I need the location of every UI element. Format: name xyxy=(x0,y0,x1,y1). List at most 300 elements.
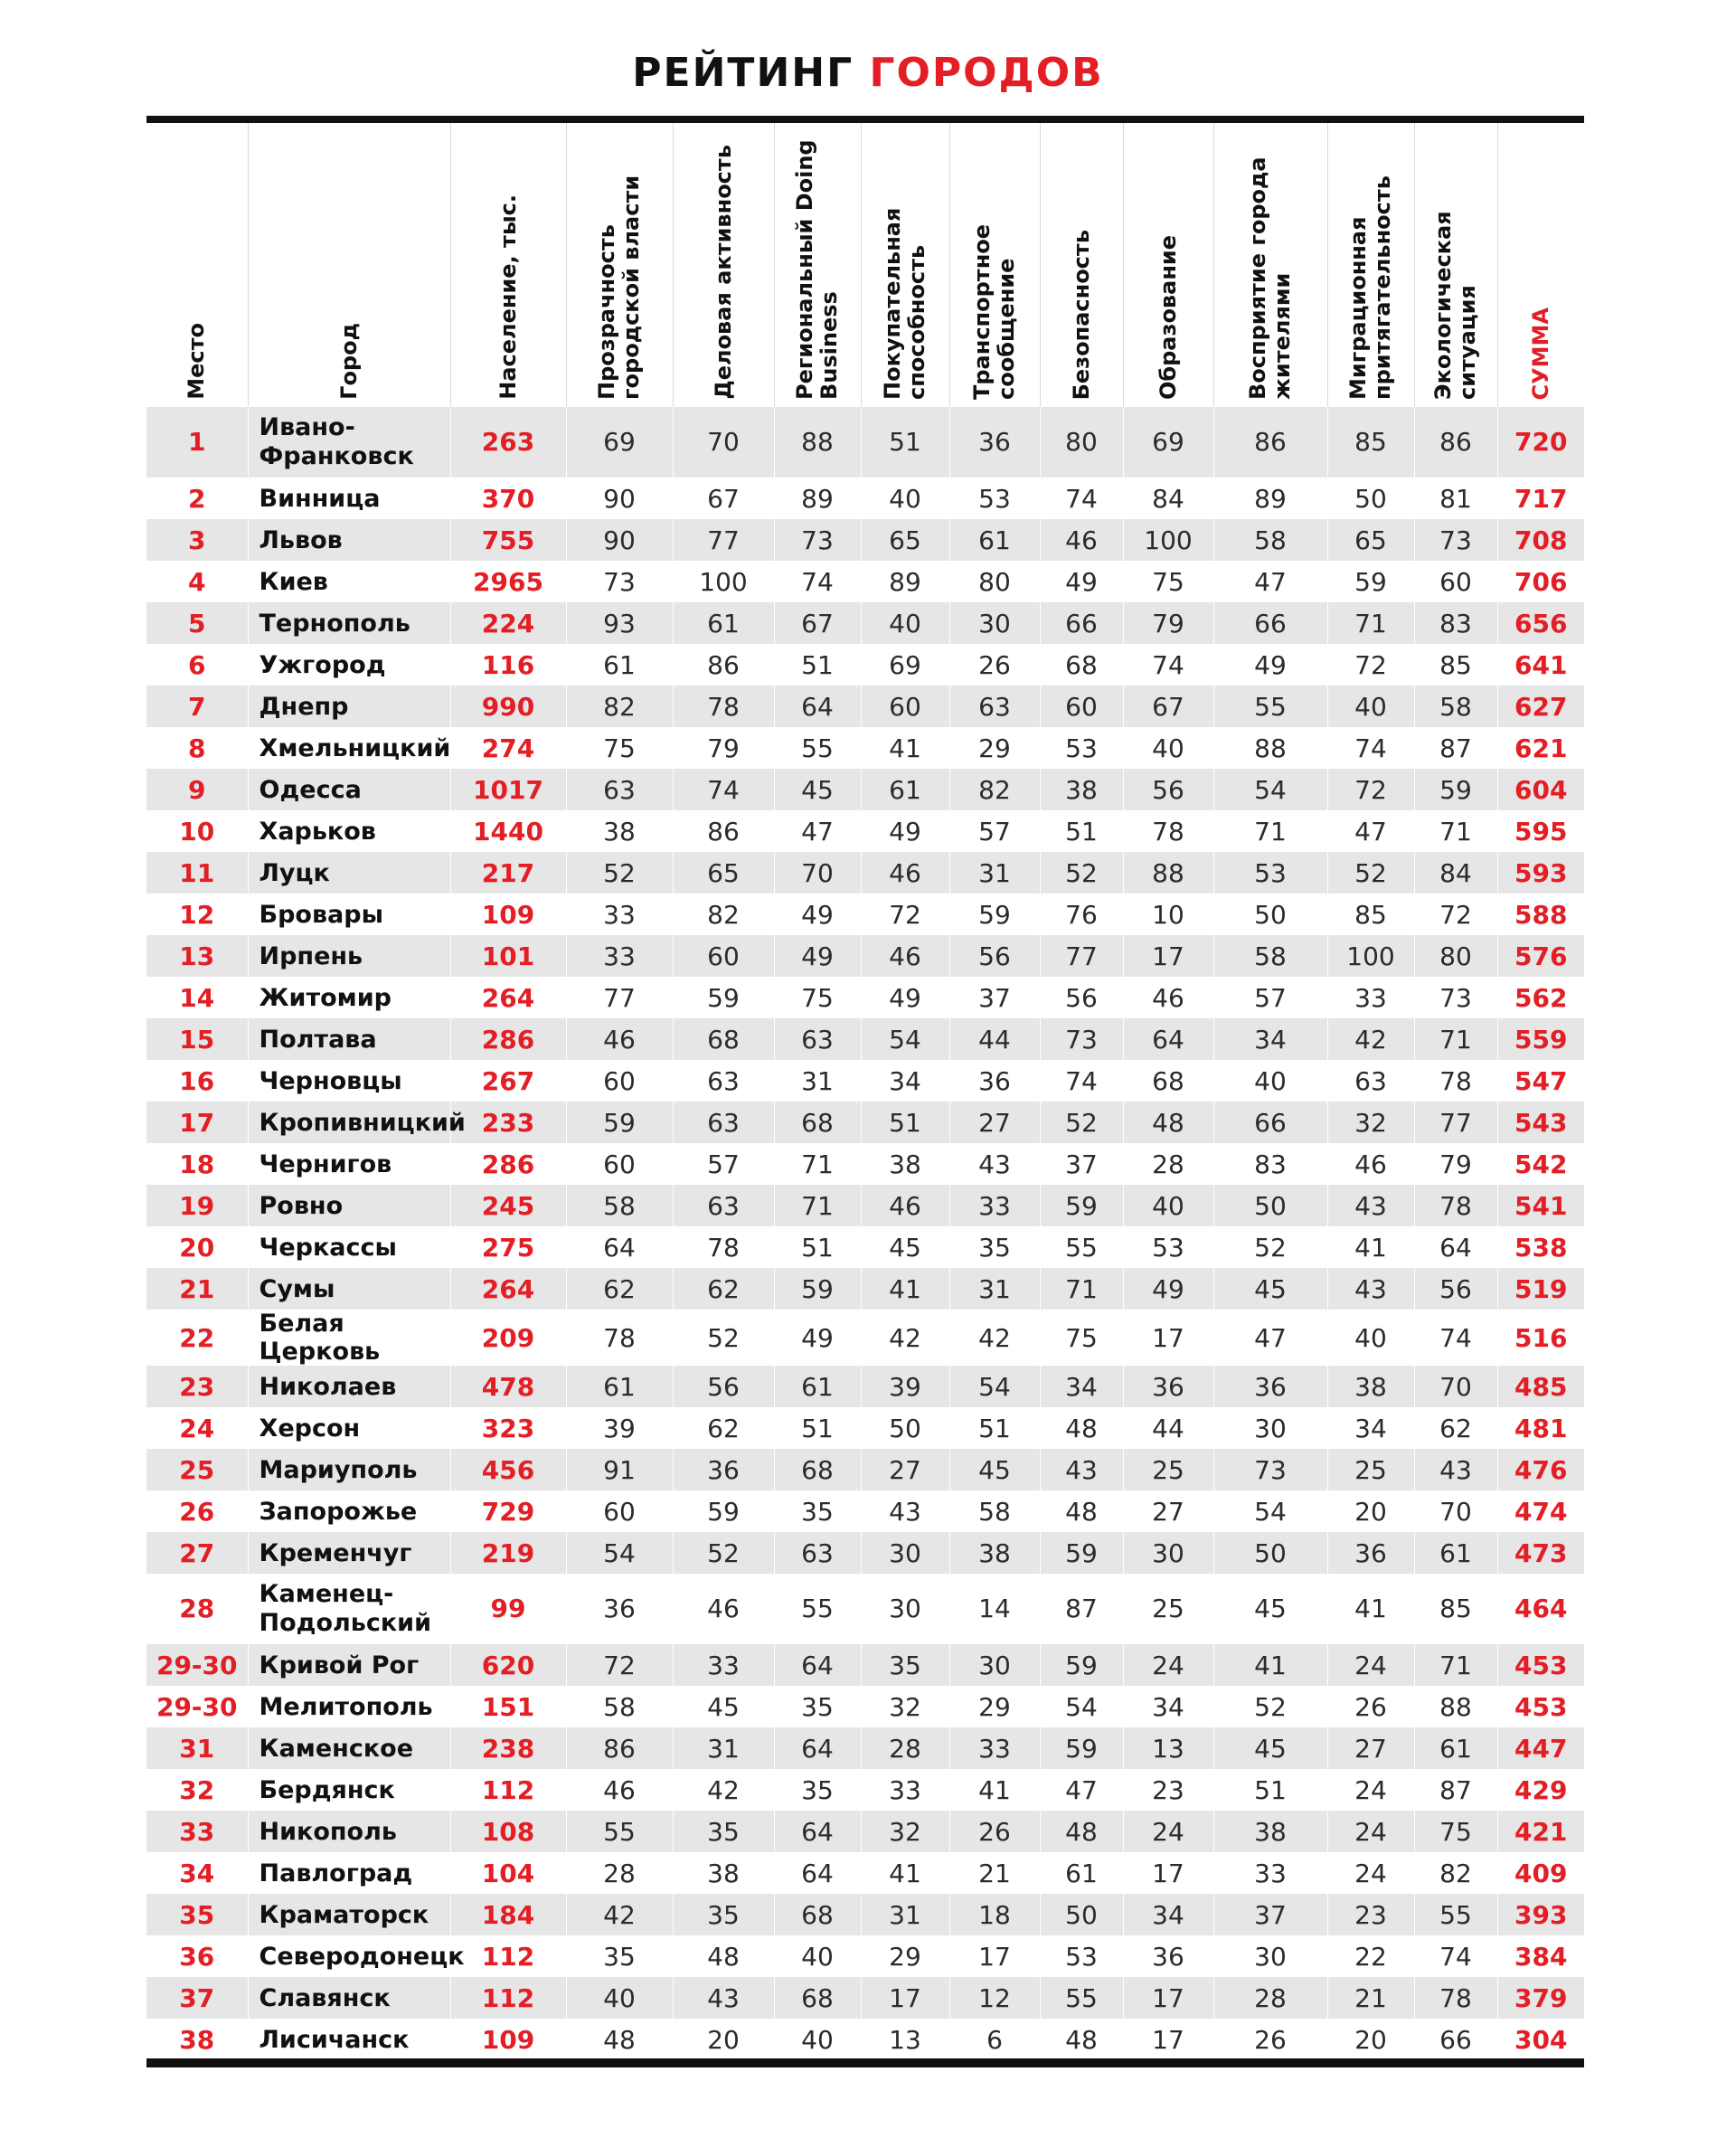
score-cell: 43 xyxy=(1414,1449,1497,1490)
place-cell: 37 xyxy=(146,1977,248,2019)
city-cell: Лисичанск xyxy=(248,2019,450,2060)
score-cell: 73 xyxy=(1414,977,1497,1018)
score-cell: 65 xyxy=(673,852,774,894)
population-cell: 275 xyxy=(450,1226,566,1268)
score-cell: 38 xyxy=(673,1852,774,1894)
table-row xyxy=(146,1060,1584,1102)
score-cell: 91 xyxy=(566,1449,673,1490)
place-cell: 27 xyxy=(146,1532,248,1574)
score-cell: 29 xyxy=(949,727,1040,769)
score-cell: 49 xyxy=(1123,1268,1213,1310)
score-cell: 51 xyxy=(774,1407,861,1449)
sum-cell: 717 xyxy=(1514,483,1568,514)
city-cell: Бровары xyxy=(248,894,450,935)
place-cell: 14 xyxy=(146,977,248,1018)
city-cell: Краматорск xyxy=(248,1894,450,1935)
score-cell: 27 xyxy=(949,1102,1040,1143)
table-row xyxy=(146,1407,1584,1449)
score-cell: 27 xyxy=(861,1449,949,1490)
score-cell: 20 xyxy=(1327,2019,1414,2060)
city-cell: Ровно xyxy=(248,1185,450,1226)
score-cell: 61 xyxy=(566,1366,673,1407)
score-cell: 52 xyxy=(673,1532,774,1574)
score-cell: 32 xyxy=(1327,1102,1414,1143)
score-cell: 41 xyxy=(1327,1226,1414,1268)
column-header-label: Город xyxy=(335,323,362,400)
score-cell: 64 xyxy=(1123,1018,1213,1060)
score-cell: 60 xyxy=(566,1143,673,1185)
column-header xyxy=(146,123,248,407)
score-cell: 58 xyxy=(566,1185,673,1226)
city-cell: Чернигов xyxy=(248,1143,450,1185)
score-cell: 74 xyxy=(1414,1310,1497,1366)
score-cell: 41 xyxy=(861,1852,949,1894)
score-cell: 73 xyxy=(1213,1449,1327,1490)
score-cell: 100 xyxy=(673,561,774,602)
score-cell: 33 xyxy=(1327,977,1414,1018)
score-cell: 86 xyxy=(673,810,774,852)
population-cell: 263 xyxy=(450,407,566,478)
population-cell: 238 xyxy=(450,1727,566,1769)
score-cell: 20 xyxy=(1327,1490,1414,1532)
score-cell: 31 xyxy=(949,1268,1040,1310)
sum-cell: 473 xyxy=(1497,1532,1584,1574)
score-cell: 48 xyxy=(566,2019,673,2060)
table-row xyxy=(146,935,1584,977)
sum-cell: 538 xyxy=(1514,1232,1568,1263)
score-cell: 70 xyxy=(673,407,774,478)
population-cell: 109 xyxy=(450,2019,566,2060)
score-cell: 58 xyxy=(1213,519,1327,561)
population-cell: 219 xyxy=(450,1532,566,1574)
sum-cell: 593 xyxy=(1497,852,1584,894)
table-row xyxy=(146,1574,1584,1644)
score-cell: 71 xyxy=(1040,1268,1123,1310)
score-cell: 81 xyxy=(1414,478,1497,519)
score-cell: 65 xyxy=(861,519,949,561)
sum-cell: 627 xyxy=(1497,686,1584,727)
place-cell: 33 xyxy=(146,1811,248,1852)
score-cell: 24 xyxy=(1123,1644,1213,1686)
score-cell: 60 xyxy=(1040,686,1123,727)
city-cell: Запорожье xyxy=(248,1490,450,1532)
score-cell: 40 xyxy=(566,1977,673,2019)
score-cell: 12 xyxy=(949,1977,1040,2019)
score-cell: 40 xyxy=(1327,1310,1414,1366)
score-cell: 45 xyxy=(1213,1574,1327,1644)
sum-cell: 543 xyxy=(1497,1102,1584,1143)
score-cell: 52 xyxy=(673,1310,774,1366)
score-cell: 50 xyxy=(1327,478,1414,519)
score-cell: 34 xyxy=(1040,1366,1123,1407)
column-header-label: Транспортное сообщение xyxy=(969,223,1019,400)
population-cell: 274 xyxy=(450,727,566,769)
city-cell: Житомир xyxy=(248,977,450,1018)
header-row xyxy=(146,123,1584,407)
score-cell: 55 xyxy=(1040,1226,1123,1268)
score-cell: 89 xyxy=(1213,478,1327,519)
score-cell: 75 xyxy=(1123,561,1213,602)
score-cell: 90 xyxy=(566,519,673,561)
score-cell: 68 xyxy=(1040,644,1123,686)
place-cell: 20 xyxy=(146,1226,248,1268)
score-cell: 71 xyxy=(774,1143,861,1185)
place-cell: 9 xyxy=(146,769,248,810)
score-cell: 25 xyxy=(1123,1449,1213,1490)
place-cell: 18 xyxy=(146,1143,248,1185)
score-cell: 79 xyxy=(1123,602,1213,644)
score-cell: 64 xyxy=(1414,1226,1497,1268)
city-cell: Львов xyxy=(248,519,450,561)
score-cell: 68 xyxy=(673,1018,774,1060)
rating-table xyxy=(146,123,1584,2060)
score-cell: 27 xyxy=(1123,1490,1213,1532)
score-cell: 50 xyxy=(1213,894,1327,935)
score-cell: 18 xyxy=(949,1894,1040,1935)
population-cell: 286 xyxy=(450,1143,566,1185)
column-header xyxy=(673,123,774,407)
score-cell: 47 xyxy=(1213,561,1327,602)
score-cell: 62 xyxy=(1414,1407,1497,1449)
table-row xyxy=(146,1268,1584,1310)
city-cell: Кропивницкий xyxy=(248,1102,450,1143)
sum-cell: 519 xyxy=(1497,1268,1584,1310)
score-cell: 45 xyxy=(774,769,861,810)
score-cell: 48 xyxy=(673,1935,774,1977)
score-cell: 63 xyxy=(673,1060,774,1102)
score-cell: 69 xyxy=(861,644,949,686)
score-cell: 73 xyxy=(566,561,673,602)
score-cell: 87 xyxy=(1414,1769,1497,1811)
city-cell: Тернополь xyxy=(248,602,450,644)
sum-cell: 464 xyxy=(1514,1594,1568,1623)
score-cell: 74 xyxy=(1040,478,1123,519)
score-cell: 30 xyxy=(1213,1407,1327,1449)
city-cell: Ирпень xyxy=(248,935,450,977)
sum-cell: 641 xyxy=(1514,649,1568,680)
score-cell: 68 xyxy=(774,1977,861,2019)
score-cell: 39 xyxy=(861,1366,949,1407)
score-cell: 61 xyxy=(1414,1532,1497,1574)
column-header xyxy=(1123,123,1213,407)
score-cell: 35 xyxy=(774,1769,861,1811)
score-cell: 28 xyxy=(861,1727,949,1769)
score-cell: 84 xyxy=(1123,478,1213,519)
score-cell: 41 xyxy=(1327,1574,1414,1644)
score-cell: 77 xyxy=(1040,935,1123,977)
column-header xyxy=(248,123,450,407)
score-cell: 42 xyxy=(1327,1018,1414,1060)
table-row xyxy=(146,1143,1584,1185)
score-cell: 74 xyxy=(1123,644,1213,686)
score-cell: 35 xyxy=(949,1226,1040,1268)
score-cell: 51 xyxy=(861,1102,949,1143)
population-cell: 112 xyxy=(450,1769,566,1811)
score-cell: 61 xyxy=(566,644,673,686)
table-row xyxy=(146,1185,1584,1226)
city-cell: Ужгород xyxy=(248,644,450,686)
score-cell: 17 xyxy=(861,1977,949,2019)
score-cell: 54 xyxy=(949,1366,1040,1407)
score-cell: 60 xyxy=(861,686,949,727)
score-cell: 100 xyxy=(1327,935,1414,977)
score-cell: 67 xyxy=(673,478,774,519)
score-cell: 74 xyxy=(1327,727,1414,769)
score-cell: 87 xyxy=(1414,727,1497,769)
score-cell: 64 xyxy=(774,1852,861,1894)
score-cell: 40 xyxy=(1327,686,1414,727)
score-cell: 17 xyxy=(1123,1977,1213,2019)
population-cell: 112 xyxy=(450,1977,566,2019)
score-cell: 55 xyxy=(774,727,861,769)
place-cell: 32 xyxy=(146,1769,248,1811)
score-cell: 30 xyxy=(1213,1935,1327,1977)
score-cell: 49 xyxy=(861,810,949,852)
score-cell: 61 xyxy=(673,602,774,644)
score-cell: 63 xyxy=(566,769,673,810)
place-cell: 25 xyxy=(146,1449,248,1490)
score-cell: 50 xyxy=(1040,1894,1123,1935)
score-cell: 26 xyxy=(949,644,1040,686)
score-cell: 38 xyxy=(1213,1811,1327,1852)
sum-cell: 604 xyxy=(1497,769,1584,810)
score-cell: 34 xyxy=(1327,1407,1414,1449)
score-cell: 57 xyxy=(1213,977,1327,1018)
population-cell: 233 xyxy=(450,1102,566,1143)
score-cell: 52 xyxy=(1213,1226,1327,1268)
score-cell: 69 xyxy=(566,407,673,478)
sum-cell: 474 xyxy=(1514,1496,1568,1527)
table-row xyxy=(146,478,1584,519)
city-cell: Черкассы xyxy=(248,1226,450,1268)
sum-cell: 384 xyxy=(1514,1941,1568,1972)
score-cell: 60 xyxy=(566,1490,673,1532)
table-row xyxy=(146,1490,1584,1532)
score-cell: 52 xyxy=(1040,1102,1123,1143)
population-cell: 99 xyxy=(450,1574,566,1644)
score-cell: 46 xyxy=(861,935,949,977)
score-cell: 67 xyxy=(774,602,861,644)
score-cell: 71 xyxy=(1414,810,1497,852)
score-cell: 26 xyxy=(1213,2019,1327,2060)
table-row xyxy=(146,407,1584,478)
score-cell: 56 xyxy=(673,1366,774,1407)
score-cell: 68 xyxy=(774,1894,861,1935)
population-cell: 2965 xyxy=(450,561,566,602)
score-cell: 45 xyxy=(1213,1268,1327,1310)
score-cell: 45 xyxy=(861,1226,949,1268)
score-cell: 80 xyxy=(1040,407,1123,478)
score-cell: 40 xyxy=(861,478,949,519)
score-cell: 59 xyxy=(673,977,774,1018)
column-header-label: СУММА xyxy=(1527,307,1553,400)
population-cell: 370 xyxy=(450,478,566,519)
score-cell: 74 xyxy=(1040,1060,1123,1102)
score-cell: 58 xyxy=(566,1686,673,1727)
score-cell: 37 xyxy=(1213,1894,1327,1935)
table-row xyxy=(146,1018,1584,1060)
score-cell: 43 xyxy=(1327,1268,1414,1310)
table-row xyxy=(146,2019,1584,2060)
table-row xyxy=(146,1644,1584,1686)
score-cell: 55 xyxy=(1414,1894,1497,1935)
score-cell: 24 xyxy=(1327,1769,1414,1811)
city-cell: Сумы xyxy=(248,1268,450,1310)
score-cell: 59 xyxy=(949,894,1040,935)
score-cell: 73 xyxy=(1414,519,1497,561)
score-cell: 43 xyxy=(949,1143,1040,1185)
score-cell: 79 xyxy=(1414,1143,1497,1185)
score-cell: 84 xyxy=(1414,852,1497,894)
score-cell: 41 xyxy=(1213,1644,1327,1686)
score-cell: 54 xyxy=(566,1532,673,1574)
score-cell: 40 xyxy=(861,602,949,644)
sum-cell: 453 xyxy=(1497,1644,1584,1686)
table-row xyxy=(146,727,1584,769)
table-row xyxy=(146,1366,1584,1407)
column-header xyxy=(1497,123,1584,407)
score-cell: 21 xyxy=(1327,1977,1414,2019)
score-cell: 67 xyxy=(1123,686,1213,727)
place-cell: 29-30 xyxy=(146,1686,248,1727)
place-cell: 13 xyxy=(146,935,248,977)
score-cell: 62 xyxy=(673,1268,774,1310)
score-cell: 24 xyxy=(1327,1852,1414,1894)
score-cell: 31 xyxy=(949,852,1040,894)
score-cell: 24 xyxy=(1123,1811,1213,1852)
score-cell: 24 xyxy=(1327,1644,1414,1686)
score-cell: 47 xyxy=(1213,1310,1327,1366)
score-cell: 40 xyxy=(1123,1185,1213,1226)
sum-cell: 720 xyxy=(1497,407,1584,478)
score-cell: 53 xyxy=(1040,727,1123,769)
score-cell: 59 xyxy=(566,1102,673,1143)
table-body xyxy=(146,407,1584,2060)
score-cell: 45 xyxy=(673,1686,774,1727)
score-cell: 54 xyxy=(1213,769,1327,810)
score-cell: 58 xyxy=(1213,935,1327,977)
score-cell: 37 xyxy=(1040,1143,1123,1185)
score-cell: 78 xyxy=(1123,810,1213,852)
score-cell: 76 xyxy=(1040,894,1123,935)
sum-cell: 542 xyxy=(1514,1149,1568,1179)
score-cell: 85 xyxy=(1414,644,1497,686)
score-cell: 10 xyxy=(1123,894,1213,935)
score-cell: 70 xyxy=(774,852,861,894)
score-cell: 49 xyxy=(774,935,861,977)
score-cell: 78 xyxy=(1414,1060,1497,1102)
score-cell: 88 xyxy=(1213,727,1327,769)
city-cell: Каменское xyxy=(248,1727,450,1769)
score-cell: 48 xyxy=(1040,2019,1123,2060)
score-cell: 61 xyxy=(1040,1852,1123,1894)
sum-cell: 429 xyxy=(1514,1774,1568,1805)
score-cell: 57 xyxy=(673,1143,774,1185)
score-cell: 39 xyxy=(566,1407,673,1449)
score-cell: 60 xyxy=(566,1060,673,1102)
score-cell: 55 xyxy=(1213,686,1327,727)
score-cell: 29 xyxy=(861,1935,949,1977)
place-cell: 5 xyxy=(146,602,248,644)
score-cell: 49 xyxy=(774,894,861,935)
table-row xyxy=(146,644,1584,686)
score-cell: 36 xyxy=(949,1060,1040,1102)
score-cell: 61 xyxy=(861,769,949,810)
city-cell: Северодонецк xyxy=(248,1935,450,1977)
score-cell: 82 xyxy=(949,769,1040,810)
score-cell: 70 xyxy=(1414,1366,1497,1407)
score-cell: 88 xyxy=(1123,852,1213,894)
population-cell: 245 xyxy=(450,1185,566,1226)
population-cell: 104 xyxy=(450,1852,566,1894)
score-cell: 32 xyxy=(861,1811,949,1852)
population-cell: 109 xyxy=(450,894,566,935)
score-cell: 59 xyxy=(1040,1644,1123,1686)
score-cell: 58 xyxy=(949,1490,1040,1532)
population-cell: 217 xyxy=(450,852,566,894)
score-cell: 25 xyxy=(1327,1449,1414,1490)
score-cell: 52 xyxy=(1327,852,1414,894)
score-cell: 68 xyxy=(774,1102,861,1143)
sum-cell: 421 xyxy=(1497,1811,1584,1852)
sum-cell: 562 xyxy=(1514,982,1568,1013)
score-cell: 36 xyxy=(1123,1935,1213,1977)
score-cell: 30 xyxy=(861,1574,949,1644)
score-cell: 33 xyxy=(949,1727,1040,1769)
score-cell: 50 xyxy=(861,1407,949,1449)
score-cell: 49 xyxy=(1213,644,1327,686)
sum-cell: 656 xyxy=(1497,602,1584,644)
population-cell: 184 xyxy=(450,1894,566,1935)
title-part-2: ГОРОДОВ xyxy=(869,50,1104,96)
score-cell: 42 xyxy=(861,1310,949,1366)
score-cell: 46 xyxy=(861,852,949,894)
table-row xyxy=(146,1532,1584,1574)
score-cell: 59 xyxy=(774,1268,861,1310)
score-cell: 37 xyxy=(949,977,1040,1018)
column-header xyxy=(861,123,949,407)
population-cell: 209 xyxy=(450,1310,566,1366)
score-cell: 45 xyxy=(1213,1727,1327,1769)
table-row xyxy=(146,561,1584,602)
score-cell: 62 xyxy=(673,1407,774,1449)
place-cell: 29-30 xyxy=(146,1644,248,1686)
population-cell: 112 xyxy=(450,1935,566,1977)
sum-cell: 708 xyxy=(1497,519,1584,561)
score-cell: 59 xyxy=(1414,769,1497,810)
city-cell: Павлоград xyxy=(248,1852,450,1894)
score-cell: 50 xyxy=(1213,1532,1327,1574)
score-cell: 52 xyxy=(1213,1686,1327,1727)
table-row xyxy=(146,1310,1584,1366)
city-cell: Хмельницкий xyxy=(248,727,450,769)
score-cell: 31 xyxy=(774,1060,861,1102)
score-cell: 70 xyxy=(1414,1490,1497,1532)
score-cell: 31 xyxy=(861,1894,949,1935)
city-cell: Никополь xyxy=(248,1811,450,1852)
score-cell: 54 xyxy=(1213,1490,1327,1532)
column-header-label: Экологическая ситуация xyxy=(1430,211,1480,400)
score-cell: 52 xyxy=(566,852,673,894)
score-cell: 41 xyxy=(949,1769,1040,1811)
score-cell: 35 xyxy=(774,1686,861,1727)
score-cell: 89 xyxy=(774,478,861,519)
score-cell: 41 xyxy=(861,1268,949,1310)
score-cell: 64 xyxy=(774,1811,861,1852)
score-cell: 40 xyxy=(1123,727,1213,769)
score-cell: 40 xyxy=(1213,1060,1327,1102)
score-cell: 53 xyxy=(1040,1935,1123,1977)
